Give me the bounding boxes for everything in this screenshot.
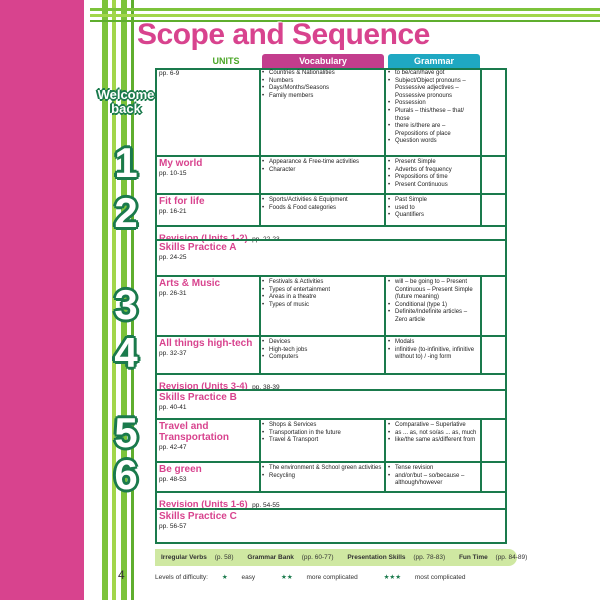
vocabulary-item: • Festivals & Activities	[262, 279, 383, 287]
vocabulary-item: • Appearance & Free-time activities	[262, 159, 383, 167]
unit-pages: pp. 26-31	[159, 290, 187, 297]
unit-pages: pp. 42-47	[159, 444, 187, 451]
table-row	[155, 491, 507, 508]
vocabulary-item: • Numbers	[262, 78, 383, 86]
grammar-item: • Comparative – Superlative	[388, 422, 480, 430]
unit-title: Arts & Music	[159, 278, 221, 289]
vocabulary-item: • Character	[262, 167, 383, 175]
grammar-item: • Subject/Object pronouns – Possessive adjectives – Possessive pronouns	[388, 78, 480, 101]
difficulty-level: ★★★ most complicated	[383, 574, 466, 581]
unit-number-5: 5	[114, 409, 138, 456]
unit-number-6: 6	[114, 451, 138, 498]
table-row	[155, 508, 507, 544]
grammar-item: • Present Simple	[388, 159, 480, 167]
table-row	[155, 193, 507, 225]
unit-title: Skills Practice C	[159, 511, 237, 522]
unit-title: Travel and Transportation	[159, 421, 230, 443]
unit-pages: pp. 24-25	[159, 254, 187, 261]
grammar-item: • used to	[388, 205, 480, 213]
unit-cell	[159, 196, 259, 216]
column-divider	[384, 157, 386, 193]
vocabulary-item: • Types of music	[262, 302, 383, 310]
grammar-item: • and/or/but – so/because – although/however	[388, 473, 480, 488]
grammar-item: • Definite/Indefinite articles – Zero article	[388, 309, 480, 324]
grammar-item: • as ... as, not so/as ... as, much	[388, 430, 480, 438]
vocabulary-item: • Transportation in the future	[262, 430, 383, 438]
unit-number-1: 1	[114, 139, 138, 186]
unit-title: All things high-tech	[159, 338, 253, 349]
vocabulary-item: • The environment & School green activities	[262, 465, 383, 473]
column-divider	[480, 195, 482, 225]
grammar-item: • Possession	[388, 100, 480, 108]
vocabulary-item: • Devices	[262, 339, 383, 347]
unit-pages: pp. 54-55	[252, 502, 280, 509]
column-divider	[259, 337, 261, 373]
unit-cell	[159, 421, 259, 452]
decorative-top-stripe	[90, 8, 600, 11]
unit-number-3: 3	[114, 281, 138, 328]
column-divider	[384, 195, 386, 225]
vocabulary-list	[262, 197, 383, 212]
grammar-item: • Present Continuous	[388, 182, 480, 190]
column-divider	[480, 420, 482, 461]
grammar-item: • Past Simple	[388, 197, 480, 205]
vocabulary-item: • High-tech jobs	[262, 347, 383, 355]
grammar-list	[388, 70, 480, 146]
difficulty-label: Levels of difficulty:	[155, 574, 208, 581]
table-row	[155, 68, 507, 155]
difficulty-level: ★ easy	[221, 574, 256, 581]
column-divider	[384, 68, 386, 155]
unit-pages: pp. 38-39	[252, 384, 280, 391]
unit-title: Revision (Units 1-2)	[159, 233, 248, 244]
column-divider	[384, 337, 386, 373]
decorative-top-stripe	[90, 14, 600, 17]
vocabulary-list	[262, 159, 383, 174]
grammar-item: • Quantifiers	[388, 212, 480, 220]
difficulty-legend	[155, 573, 489, 581]
unit-cell	[159, 338, 259, 358]
grammar-header: Grammar	[388, 54, 480, 68]
vocabulary-item: • Computers	[262, 354, 383, 362]
unit-pages: pp. 10-15	[159, 170, 187, 177]
unit-title: Revision (Units 1-6)	[159, 499, 248, 510]
column-divider	[384, 420, 386, 461]
table-row	[155, 275, 507, 335]
vocabulary-list	[262, 70, 383, 100]
unit-cell	[159, 242, 489, 262]
table-row	[155, 155, 507, 193]
vocabulary-item: • Areas in a theatre	[262, 294, 383, 302]
column-divider	[480, 157, 482, 193]
table-row	[155, 373, 507, 392]
vocabulary-list	[262, 339, 383, 362]
grammar-list	[388, 465, 480, 488]
grammar-item: • Tense revision	[388, 465, 480, 473]
unit-title: Revision (Units 3-4)	[159, 381, 248, 392]
unit-cell	[159, 464, 259, 484]
unit-pages: pp. 48-53	[159, 476, 187, 483]
unit-pages: pp. 6-9	[159, 70, 180, 77]
appendix-item[interactable]: Fun Time (pp. 84-89)	[458, 554, 528, 561]
units-header: UNITS	[212, 56, 240, 66]
vocabulary-list	[262, 422, 383, 445]
table-row	[155, 335, 507, 373]
column-divider	[480, 463, 482, 491]
grammar-item: • to be/can/have got	[388, 70, 480, 78]
table-row	[155, 418, 507, 461]
vocabulary-list	[262, 465, 383, 480]
table-row	[155, 225, 507, 244]
decorative-pink-band	[0, 0, 90, 600]
appendix-item[interactable]: Presentation Skills (pp. 78-83)	[347, 554, 446, 561]
vocabulary-item: • Family members	[262, 93, 383, 101]
unit-title: Be green	[159, 464, 202, 475]
column-divider	[480, 68, 482, 155]
column-divider	[480, 277, 482, 335]
grammar-item: • like/the same as/different from	[388, 437, 480, 445]
column-divider	[259, 68, 261, 155]
unit-pages: pp. 16-21	[159, 208, 187, 215]
vocabulary-item: • Types of entertainment	[262, 287, 383, 295]
unit-pages: pp. 22-23	[252, 236, 280, 243]
column-divider	[384, 463, 386, 491]
grammar-list	[388, 279, 480, 325]
table-row	[155, 389, 507, 418]
column-divider	[480, 337, 482, 373]
vocabulary-item: • Countries & Nationalities	[262, 70, 383, 78]
vocabulary-item: • Shops & Services	[262, 422, 383, 430]
table-row	[155, 461, 507, 491]
unit-cell	[159, 511, 489, 531]
grammar-list	[388, 197, 480, 220]
grammar-item: • Prepositions of time	[388, 174, 480, 182]
column-divider	[259, 277, 261, 335]
vocabulary-item: • Days/Months/Seasons	[262, 85, 383, 93]
page-number: 4	[118, 568, 125, 582]
appendix-bar	[155, 549, 528, 566]
unit-title: Skills Practice B	[159, 392, 237, 403]
unit-pages: pp. 56-57	[159, 523, 187, 530]
grammar-item: • Conditional (type 1)	[388, 302, 480, 310]
unit-title: Skills Practice A	[159, 242, 237, 253]
table-row	[155, 239, 507, 275]
column-divider	[384, 277, 386, 335]
grammar-item: • Plurals – this/these – that/ those	[388, 108, 480, 123]
column-divider	[259, 463, 261, 491]
vocabulary-list	[262, 279, 383, 309]
grammar-list	[388, 339, 480, 362]
grammar-item: • will – be going to – Present Continuous – Present Simple (future meaning)	[388, 279, 480, 302]
column-divider	[259, 420, 261, 461]
grammar-list	[388, 422, 480, 445]
unit-title: Fit for life	[159, 196, 205, 207]
appendix-item[interactable]: Grammar Bank (pp. 60-77)	[247, 554, 334, 561]
difficulty-level: ★★ more complicated	[281, 574, 358, 581]
appendix-item[interactable]: Irregular Verbs (p. 58)	[161, 554, 234, 561]
vocabulary-item: • Travel & Transport	[262, 437, 383, 445]
grammar-list	[388, 159, 480, 189]
column-divider	[259, 195, 261, 225]
unit-number-4: 4	[114, 329, 138, 376]
vocabulary-item: • Sports/Activities & Equipment	[262, 197, 383, 205]
welcome-back-label: Welcome back	[97, 87, 155, 116]
grammar-item: • Question words	[388, 138, 480, 146]
unit-cell	[159, 158, 259, 178]
vocabulary-item: • Foods & Food categories	[262, 205, 383, 213]
vocabulary-item: • Recycling	[262, 473, 383, 481]
grammar-item: • infinitive (to-infinitive, infinitive without to) / -ing form	[388, 347, 480, 362]
unit-cell	[159, 278, 259, 298]
unit-pages: pp. 32-37	[159, 350, 187, 357]
grammar-item: • Adverbs of frequency	[388, 167, 480, 175]
page-title: Scope and Sequence	[137, 18, 430, 51]
unit-cell	[159, 392, 489, 412]
unit-number-2: 2	[114, 189, 138, 236]
grammar-item: • Modals	[388, 339, 480, 347]
grammar-item: • there is/there are – Prepositions of place	[388, 123, 480, 138]
column-divider	[259, 157, 261, 193]
unit-cell	[159, 69, 259, 78]
vocabulary-header: Vocabulary	[262, 54, 384, 68]
unit-pages: pp. 40-41	[159, 404, 187, 411]
unit-title: My world	[159, 158, 203, 169]
